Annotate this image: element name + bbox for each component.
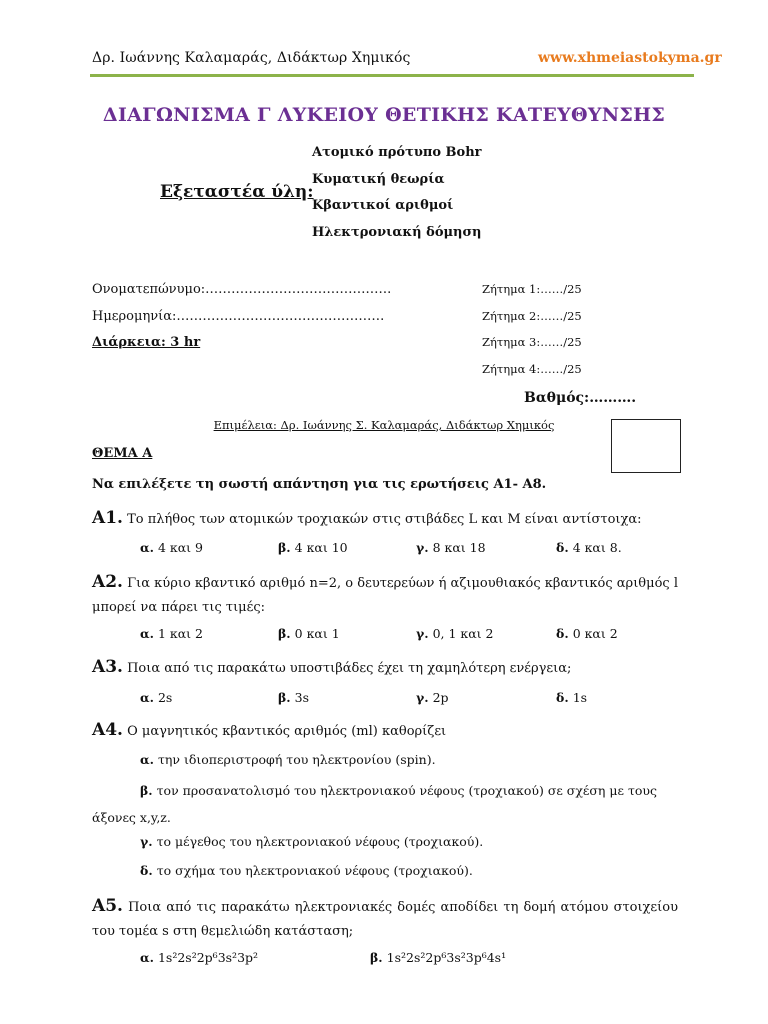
option-b: β. 0 και 1 <box>278 626 340 641</box>
question-text: Ο μαγνητικός κβαντικός αριθμός (ml) καθορίζει <box>127 724 447 739</box>
question-number: Α2. <box>92 572 123 592</box>
question-text: Ποια από τις παρακάτω ηλεκτρονιακές δομές αποδίδει τη δομή ατόμου στοιχείου του τομέα s στη θεμελιώδη κατάσταση; <box>92 900 678 939</box>
option-c: γ. το μέγεθος του ηλεκτρονιακού νέφους (τροχιακού). <box>140 834 484 849</box>
instruction: Να επιλέξετε τη σωστή απάντηση για τις ερωτήσεις Α1- Α8. <box>92 477 547 492</box>
option-c: γ. 8 και 18 <box>416 540 486 555</box>
option-b: β. 3s <box>278 690 310 705</box>
header-site-link[interactable]: www.xhmeiastokyma.gr <box>538 50 722 66</box>
question-text: Το πλήθος των ατομικών τροχιακών στις στιβάδες L και M είναι αντίστοιχα: <box>127 512 642 527</box>
question-text: Για κύριο κβαντικό αριθμό n=2, ο δευτερεύων ή αζιμουθιακός κβαντικός αριθμός l μπορεί να πάρει τις τιμές: <box>92 576 678 615</box>
question-number: Α1. <box>92 508 123 528</box>
option-d: δ. το σχήμα του ηλεκτρονιακού νέφους (τροχιακού). <box>140 863 473 878</box>
option-d: δ. 4 και 8. <box>556 540 622 555</box>
question-a2 <box>92 570 678 620</box>
grade-box <box>611 419 681 473</box>
syllabus-topic: Ηλεκτρονιακή δόμηση <box>312 225 482 240</box>
question-number: Α3. <box>92 657 123 677</box>
option-d: δ. 0 και 2 <box>556 626 618 641</box>
option-a: α. 2s <box>140 690 173 705</box>
option-c: γ. 0, 1 και 2 <box>416 626 494 641</box>
option-b: β. 4 και 10 <box>278 540 348 555</box>
header-divider <box>90 74 694 77</box>
question-a3 <box>92 655 678 681</box>
option-c: γ. 2p <box>416 690 449 705</box>
option-b: β. 1s²2s²2p⁶3s²3p⁶4s¹ <box>370 950 507 965</box>
grade-label: Βαθμός:………. <box>524 390 637 406</box>
editor-credit: Επιμέλεια: Δρ. Ιωάννης Σ. Καλαμαράς, Διδάκτωρ Χημικός <box>213 418 555 432</box>
date-field: Ημερομηνία:………………………………………… <box>92 309 385 324</box>
syllabus-topic: Ατομικό πρότυπο Bohr <box>312 145 482 160</box>
duration-label: Διάρκεια: 3 hr <box>92 335 201 350</box>
question-a4 <box>92 718 678 744</box>
score-issue-1: Ζήτημα 1:……/25 <box>482 282 582 296</box>
option-a: α. 1s²2s²2p⁶3s²3p² <box>140 950 259 965</box>
question-number: Α4. <box>92 720 123 740</box>
option-b: β. τον προσανατολισμό του ηλεκτρονιακού νέφους (τροχιακού) σε σχέση με τους άξονες x,y,z. <box>92 783 658 825</box>
question-text: Ποια από τις παρακάτω υποστιβάδες έχει τη χαμηλότερη ενέργεια; <box>127 661 572 676</box>
score-issue-4: Ζήτημα 4:……/25 <box>482 362 582 376</box>
option-a: α. 4 και 9 <box>140 540 203 555</box>
page-title: ΔΙΑΓΩΝΙΣΜΑ Γ ΛΥΚΕΙΟΥ ΘΕΤΙΚΗΣ ΚΑΤΕΥΘΥΝΣΗΣ <box>102 104 666 126</box>
name-field: Ονοματεπώνυμο:……………………………………. <box>92 282 392 297</box>
score-issue-3: Ζήτημα 3:……/25 <box>482 335 582 349</box>
syllabus-topic: Κβαντικοί αριθμοί <box>312 198 454 213</box>
header-author: Δρ. Ιωάννης Καλαμαράς, Διδάκτωρ Χημικός <box>92 50 411 66</box>
option-a: α. 1 και 2 <box>140 626 203 641</box>
syllabus-label: Εξεταστέα ύλη: <box>160 182 314 202</box>
option-a: α. την ιδιοπεριστροφή του ηλεκτρονίου (spin). <box>140 752 436 767</box>
question-a1 <box>92 506 678 532</box>
score-issue-2: Ζήτημα 2:……/25 <box>482 309 582 323</box>
question-a5 <box>92 894 678 944</box>
syllabus-topic: Κυματική θεωρία <box>312 172 445 187</box>
option-d: δ. 1s <box>556 690 588 705</box>
question-number: Α5. <box>92 896 123 916</box>
section-heading: ΘΕΜΑ Α <box>92 446 153 461</box>
